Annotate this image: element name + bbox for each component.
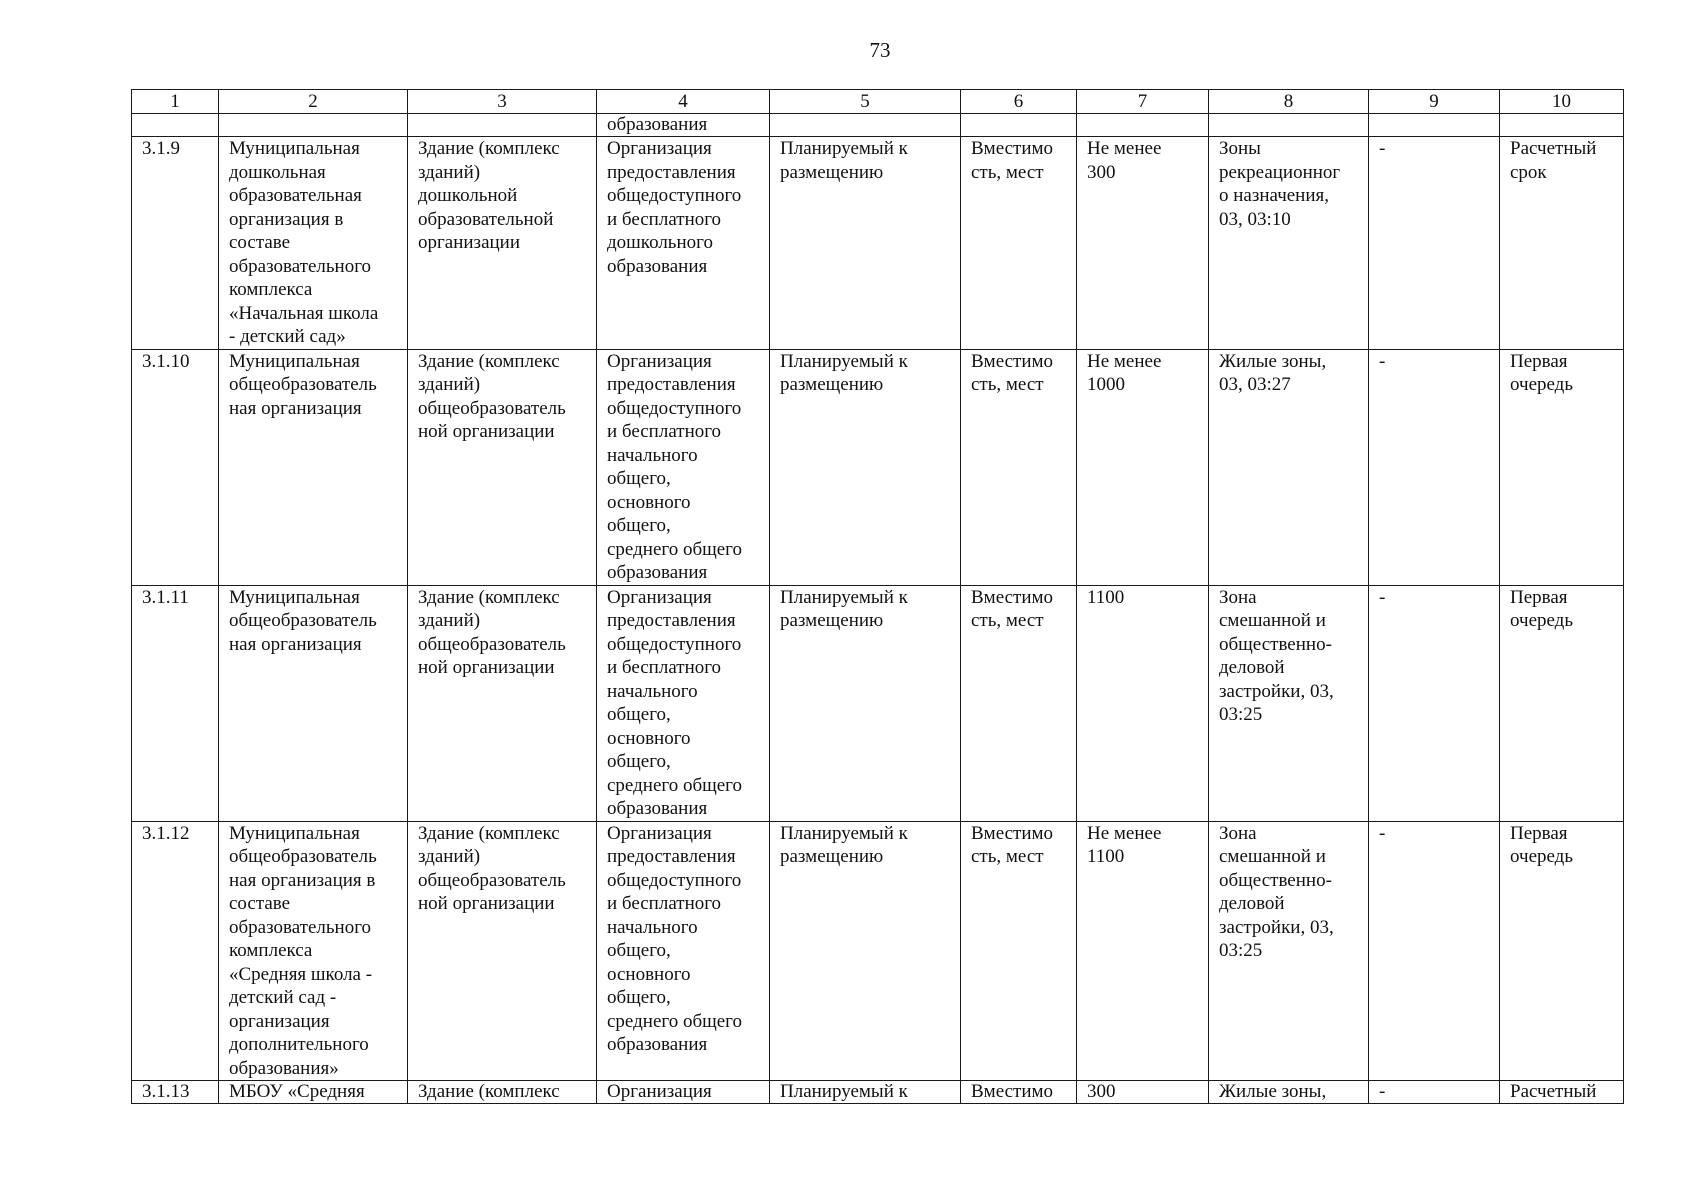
cont-cell-3 <box>408 114 597 137</box>
facility-name: Муниципальная общеобразователь ная организация <box>219 349 408 585</box>
facility-characteristic: Вместимо сть, мест <box>961 349 1077 585</box>
header-col-8: 8 <box>1209 90 1369 114</box>
facility-zone: Зона смешанной и общественно- деловой застройки, 03, 03:25 <box>1209 821 1369 1081</box>
header-col-5: 5 <box>770 90 961 114</box>
facility-col9: - <box>1369 349 1500 585</box>
row-number: 3.1.9 <box>132 137 219 350</box>
facility-zone: Зона смешанной и общественно- деловой застройки, 03, 03:25 <box>1209 585 1369 821</box>
facility-term: Расчетный <box>1500 1081 1624 1104</box>
cont-cell-10 <box>1500 114 1624 137</box>
facility-characteristic: Вместимо сть, мест <box>961 821 1077 1081</box>
facility-status: Планируемый к размещению <box>770 821 961 1081</box>
facility-object: Здание (комплекс <box>408 1081 597 1104</box>
facility-zone: Жилые зоны, <box>1209 1081 1369 1104</box>
planning-table <box>131 89 1624 1104</box>
facility-term: Первая очередь <box>1500 349 1624 585</box>
header-col-10: 10 <box>1500 90 1624 114</box>
facility-zone: Жилые зоны, 03, 03:27 <box>1209 349 1369 585</box>
facility-term: Первая очередь <box>1500 585 1624 821</box>
header-col-4: 4 <box>597 90 770 114</box>
facility-purpose: Организация предоставления общедоступного и бесплатного начального общего, основного общего, среднего общего образования <box>597 821 770 1081</box>
facility-col9: - <box>1369 821 1500 1081</box>
facility-col9: - <box>1369 585 1500 821</box>
cont-cell-9 <box>1369 114 1500 137</box>
header-col-3: 3 <box>408 90 597 114</box>
cont-cell-1 <box>132 114 219 137</box>
page-number: 73 <box>869 38 891 62</box>
facility-purpose: Организация <box>597 1081 770 1104</box>
row-number: 3.1.12 <box>132 821 219 1081</box>
table-row <box>132 585 1624 821</box>
facility-col9: - <box>1369 137 1500 350</box>
facility-object: Здание (комплекс зданий) общеобразователь ной организации <box>408 349 597 585</box>
facility-characteristic: Вместимо сть, мест <box>961 585 1077 821</box>
facility-value: Не менее 300 <box>1077 137 1209 350</box>
facility-value: Не менее 1100 <box>1077 821 1209 1081</box>
header-col-1: 1 <box>132 90 219 114</box>
facility-characteristic: Вместимо сть, мест <box>961 137 1077 350</box>
facility-term: Расчетный срок <box>1500 137 1624 350</box>
facility-value: Не менее 1000 <box>1077 349 1209 585</box>
table-row <box>132 821 1624 1081</box>
facility-status: Планируемый к размещению <box>770 585 961 821</box>
facility-status: Планируемый к размещению <box>770 349 961 585</box>
table-row <box>132 1081 1624 1104</box>
facility-name: МБОУ «Средняя <box>219 1081 408 1104</box>
facility-object: Здание (комплекс зданий) общеобразователь ной организации <box>408 821 597 1081</box>
cont-cell-4: образования <box>597 114 770 137</box>
facility-purpose: Организация предоставления общедоступного и бесплатного начального общего, основного общего, среднего общего образования <box>597 585 770 821</box>
facility-col9: - <box>1369 1081 1500 1104</box>
facility-value: 1100 <box>1077 585 1209 821</box>
table-row <box>132 349 1624 585</box>
facility-purpose: Организация предоставления общедоступного и бесплатного начального общего, основного общего, среднего общего образования <box>597 349 770 585</box>
table-row <box>132 137 1624 350</box>
row-number: 3.1.10 <box>132 349 219 585</box>
header-col-7: 7 <box>1077 90 1209 114</box>
facility-object: Здание (комплекс зданий) общеобразователь ной организации <box>408 585 597 821</box>
cont-cell-5 <box>770 114 961 137</box>
facility-object: Здание (комплекс зданий) дошкольной образовательной организации <box>408 137 597 350</box>
facility-value: 300 <box>1077 1081 1209 1104</box>
facility-name: Муниципальная дошкольная образовательная организация в составе образовательного комплекса «Начальная школа - детский сад» <box>219 137 408 350</box>
cont-cell-6 <box>961 114 1077 137</box>
header-col-9: 9 <box>1369 90 1500 114</box>
row-number: 3.1.13 <box>132 1081 219 1104</box>
row-number: 3.1.11 <box>132 585 219 821</box>
header-col-6: 6 <box>961 90 1077 114</box>
facility-name: Муниципальная общеобразователь ная организация в составе образовательного комплекса «Средняя школа - детский сад - организация дополнительного образования» <box>219 821 408 1081</box>
header-col-2: 2 <box>219 90 408 114</box>
cont-cell-7 <box>1077 114 1209 137</box>
facility-characteristic: Вместимо <box>961 1081 1077 1104</box>
facility-term: Первая очередь <box>1500 821 1624 1081</box>
facility-zone: Зоны рекреационног о назначения, 03, 03:10 <box>1209 137 1369 350</box>
column-number-header <box>132 90 1624 114</box>
facility-status: Планируемый к <box>770 1081 961 1104</box>
facility-purpose: Организация предоставления общедоступного и бесплатного дошкольного образования <box>597 137 770 350</box>
cont-cell-8 <box>1209 114 1369 137</box>
continuation-row <box>132 114 1624 137</box>
cont-cell-2 <box>219 114 408 137</box>
facility-name: Муниципальная общеобразователь ная организация <box>219 585 408 821</box>
facility-status: Планируемый к размещению <box>770 137 961 350</box>
